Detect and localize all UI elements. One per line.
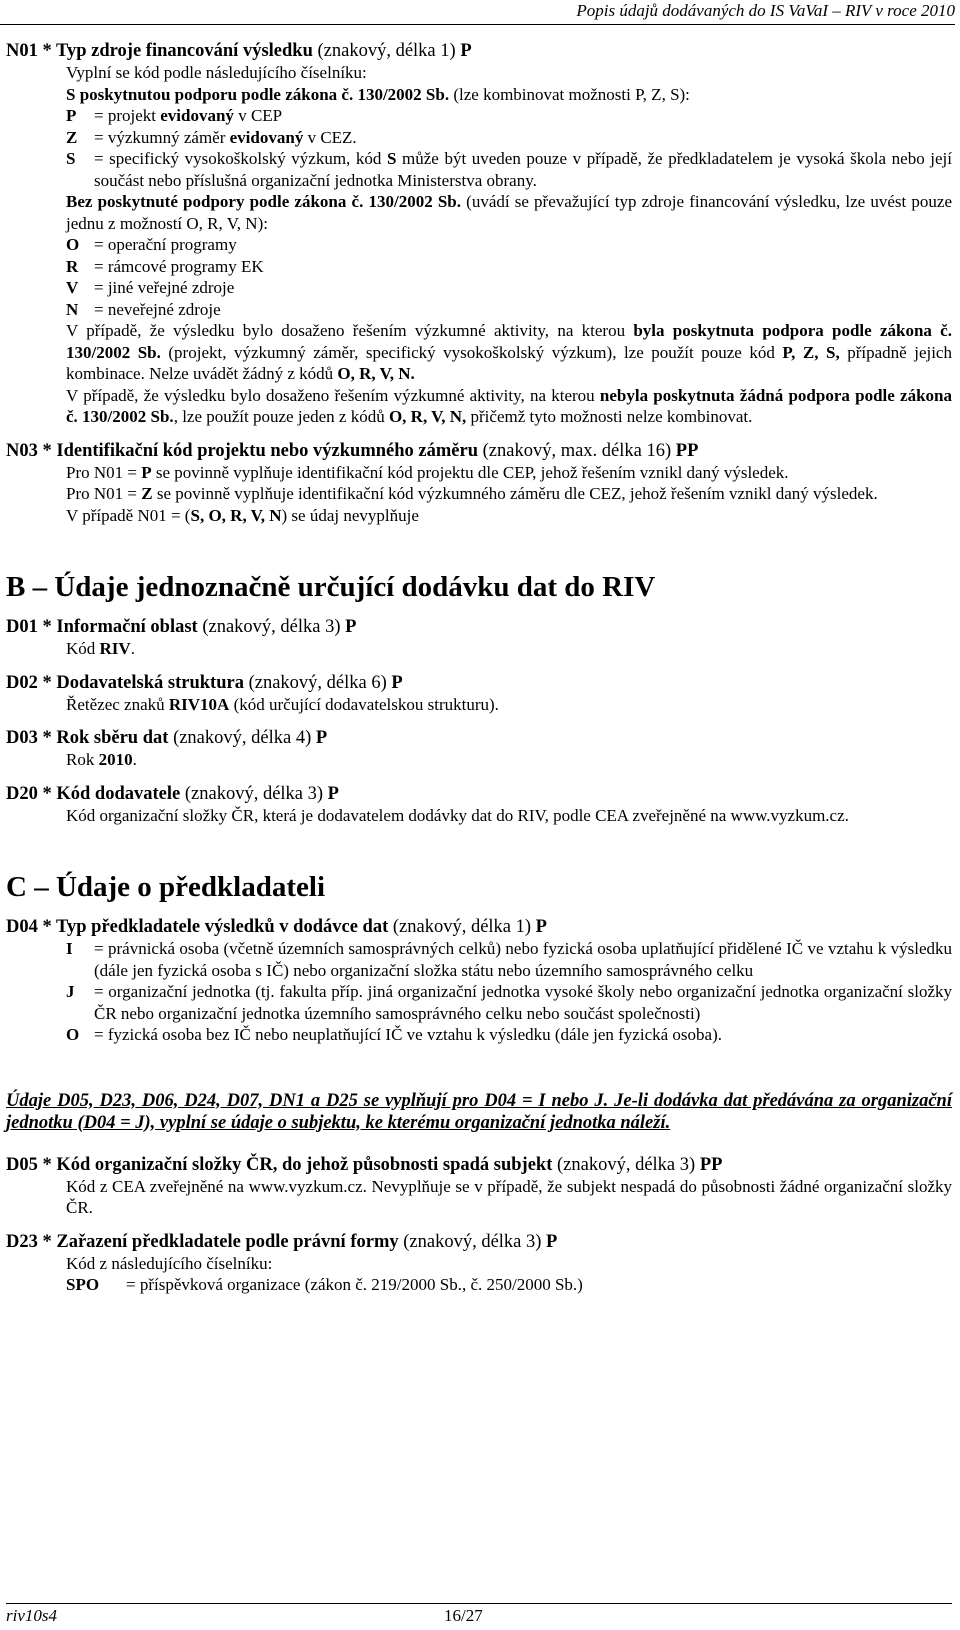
d20-heading: D20 * Kód dodavatele (znakový, délka 3) P [6,783,339,804]
n01-items-with [66,105,952,191]
n03-line-1: Pro N01 = P se povinně vyplňuje identifikační kód projektu dle CEP, jehož řešením vznikl daný výsledek. [66,462,789,482]
footer-doc-id: riv10s4 [6,1606,57,1625]
n01-paragraph-2: V případě, že výsledku bylo dosaženo řešením výzkumné aktivity, na kterou nebyla poskytnuta žádná podpora podle zákona č. 130/2002 Sb., lze použít pouze jeden z kódů O, R, V, N, přičemž tyto možnosti nelze kombinovat. [66,385,952,426]
d20-text: Kód organizační složky ČR, která je dodavatelem dodávky dat do RIV, podle CEA zveřejněné na www.vyzkum.cz. [66,805,849,825]
d05-d25-note: Údaje D05, D23, D06, D24, D07, DN1 a D25 se vyplňují pro D04 = I nebo J. Je-li dodávka dat předávána za organizační jednotku (D04 = J), vyplní se údaje o subjektu, ke kterému organizační jednotka náleží. [6,1090,952,1133]
list-item: O = operační programy [66,235,237,254]
list-item: R = rámcové programy EK [66,256,264,276]
list-item: V = jiné veřejné zdroje [66,278,235,297]
n03-line-3: V případě N01 = (S, O, R, V, N) se údaj nevyplňuje [66,505,419,525]
n01-with-support: S poskytnutou podporu podle zákona č. 130/2002 Sb. (lze kombinovat možnosti P, Z, S): [66,84,690,104]
list-item: I = právnická osoba (včetně územních samosprávných celků) nebo fyzická osoba uplatňující přidělené IČ ve vztahu k výsledku (dále jen fyzická osoba s IČ) nebo organizační složka státu nebo územního samosprávného celku [66,939,952,980]
list-item: SPO = příspěvková organizace (zákon č. 219/2000 Sb., č. 250/2000 Sb.) [66,1275,583,1294]
page-footer [6,1603,952,1625]
d03-text: Rok 2010. [66,750,137,769]
running-header: Popis údajů dodávaných do IS VaVaI – RIV v roce 2010 [0,0,955,25]
n03-heading: N03 * Identifikační kód projektu nebo výzkumného záměru (znakový, max. délka 16) PP [6,440,699,461]
list-item: O = fyzická osoba bez IČ nebo neuplatňující IČ ve vztahu k výsledku (dále jen fyzická osoba). [66,1025,722,1044]
d05-text: Kód z CEA zveřejněné na www.vyzkum.cz. Nevyplňuje se v případě, že subjekt nespadá do působnosti žádné organizační složky ČR. [66,1176,952,1217]
d23-heading: D23 * Zařazení předkladatele podle právní formy (znakový, délka 3) P [6,1231,558,1252]
d01-text: Kód RIV. [66,639,135,658]
page-number: 16/27 [444,1606,483,1625]
d23-intro: Kód z následujícího číselníku: [66,1253,273,1273]
d05-heading: D05 * Kód organizační složky ČR, do jehož působnosti spadá subjekt (znakový, délka 3) PP [6,1154,723,1175]
n01-paragraph-1: V případě, že výsledku bylo dosaženo řešením výzkumné aktivity, na kterou byla poskytnuta podpora podle zákona č. 130/2002 Sb. (projekt, výzkumný záměr, specifický vysokoškolský výzkum), lze použít pouze kód P, Z, S, případně jejich kombinace. Nelze uvádět žádný z kódů O, R, V, N. [66,321,952,383]
n01-intro: Vyplní se kód podle následujícího číselníku: [66,63,367,82]
n03-line-2: Pro N01 = Z se povinně vyplňuje identifikační kód výzkumného záměru dle CEZ, jehož řešením vznikl daný výsledek. [66,484,878,503]
section-c-title: C – Údaje o předkladateli [6,871,325,903]
list-item: Z = výzkumný záměr evidovaný v CEZ. [66,127,357,147]
n01-items-without [66,234,952,320]
list-item: N = neveřejné zdroje [66,299,221,319]
n01-without-support: Bez poskytnuté podpory podle zákona č. 130/2002 Sb. (uvádí se převažující typ zdroje financování výsledku, lze uvést pouze jednu z možností O, R, V, N): [66,192,953,233]
list-item: S = specifický vysokoškolský výzkum, kód S může být uveden pouze v případě, že předkladatelem je vysoká škola nebo její součást nebo příslušná organizační jednotka Ministerstva obrany. [66,149,952,190]
d23-body [6,1253,952,1296]
list-item: P = projekt evidovaný v CEP [66,106,283,125]
d04-items [6,938,952,1046]
section-b-title: B – Údaje jednoznačně určující dodávku dat do RIV [6,571,656,603]
n03-body [6,462,952,527]
list-item: J = organizační jednotka (tj. fakulta příp. jiná organizační jednotka vysoké školy nebo organizační jednotka organizační složky ČR nebo organizační jednotka územního samosprávného celku nebo součást společnosti) [66,982,952,1023]
n01-heading: N01 * Typ zdroje financování výsledku (znakový, délka 1) P [6,41,472,61]
d01-heading: D01 * Informační oblast (znakový, délka 3) P [6,617,357,637]
d03-heading: D03 * Rok sběru dat (znakový, délka 4) P [6,728,328,748]
d02-heading: D02 * Dodavatelská struktura (znakový, délka 6) P [6,672,403,693]
d02-text: Řetězec znaků RIV10A (kód určující dodavatelskou strukturu). [66,694,499,714]
document-body [6,40,952,1296]
n01-body [6,62,952,428]
d04-heading: D04 * Typ předkladatele výsledků v dodávce dat (znakový, délka 1) P [6,917,547,937]
